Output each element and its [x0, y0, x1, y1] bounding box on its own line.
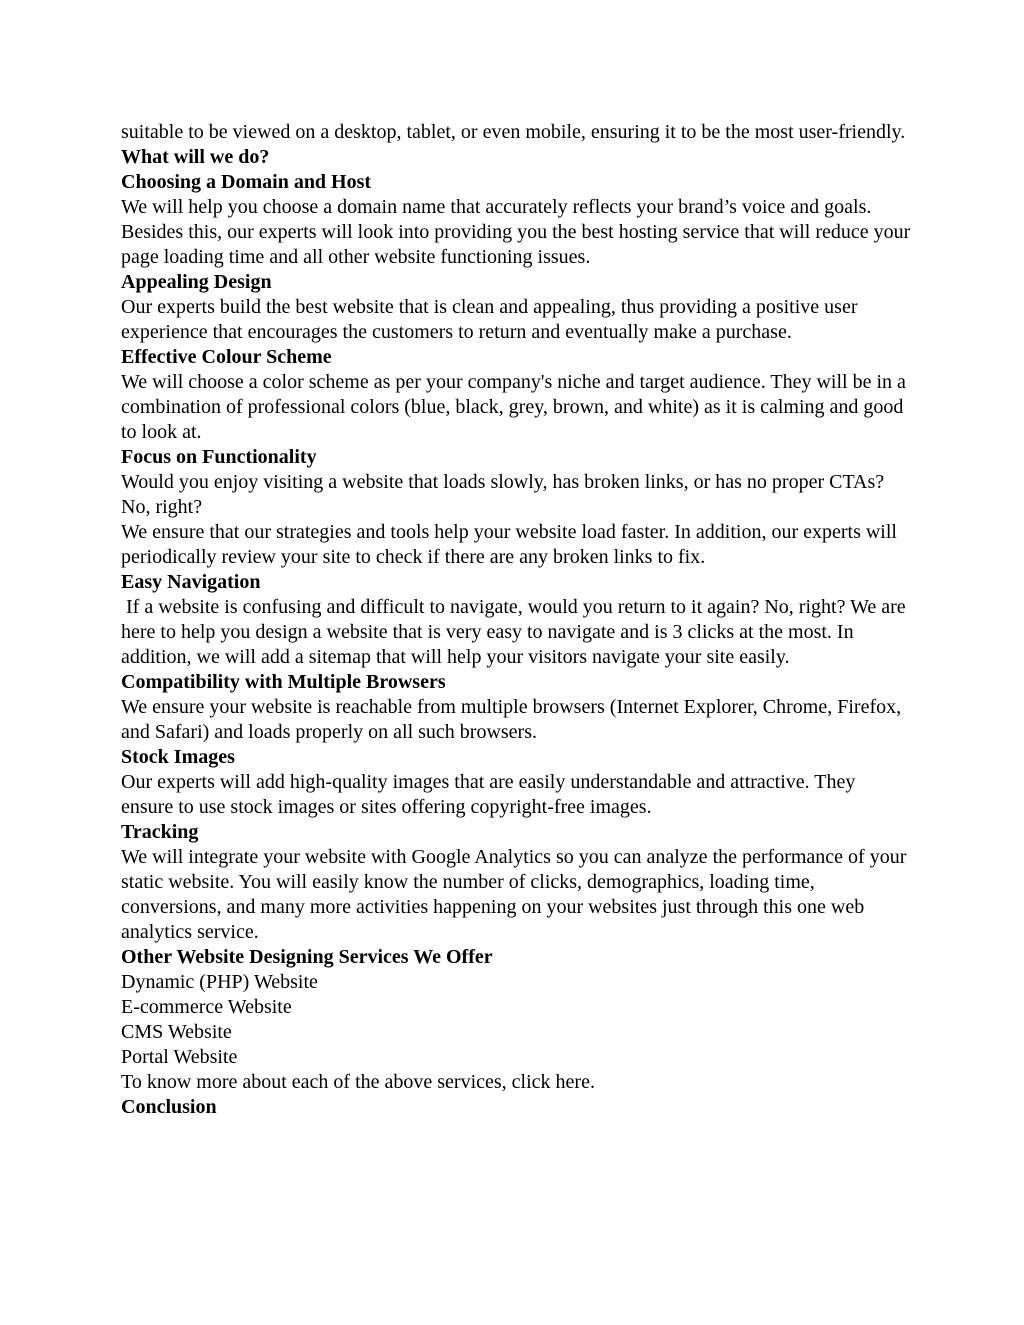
heading-other-services: Other Website Designing Services We Offer [121, 946, 493, 968]
paragraph-browser-compatibility: We ensure your website is reachable from multiple browsers (Internet Explorer, Chrome, Firefox, and Safari) and loads properly on all such browsers. [121, 696, 902, 743]
service-item-cms: CMS Website [121, 1021, 232, 1043]
heading-easy-navigation: Easy Navigation [121, 571, 261, 593]
paragraph-colour-scheme: We will choose a color scheme as per your company's niche and target audience. They will be in a combination of professional colors (blue, black, grey, brown, and white) as it is calming and good to look at. [121, 371, 906, 443]
heading-choosing-domain-host: Choosing a Domain and Host [121, 171, 372, 193]
paragraph-stock-images: Our experts will add high-quality images that are easily understandable and attractive. They ensure to use stock images or sites offering copyright-free images. [121, 771, 856, 818]
paragraph-domain-host: We will help you choose a domain name that accurately reflects your brand’s voice and goals. Besides this, our experts will look into providing you the best hosting service that will reduce your page loading time and all other website functioning issues. [121, 196, 911, 268]
paragraph-tracking: We will integrate your website with Google Analytics so you can analyze the performance of your static website. You will easily know the number of clicks, demographics, loading time, conversions, and many more activities happening on your websites just through this one web analytics service. [121, 846, 907, 943]
heading-functionality: Focus on Functionality [121, 446, 317, 468]
paragraph-easy-navigation: If a website is confusing and difficult to navigate, would you return to it again? No, right? We are here to help you design a website that is very easy to navigate and is 3 clicks at the most. In addition, we will add a sitemap that will help your visitors navigate your site easily. [121, 596, 911, 668]
heading-browser-compatibility: Compatibility with Multiple Browsers [121, 671, 446, 693]
heading-what-will-we-do: What will we do? [121, 146, 270, 168]
service-item-ecommerce: E-commerce Website [121, 996, 292, 1018]
heading-colour-scheme: Effective Colour Scheme [121, 346, 332, 368]
paragraph-appealing-design: Our experts build the best website that is clean and appealing, thus providing a positive user experience that encourages the customers to return and eventually make a purchase. [121, 296, 858, 343]
paragraph-functionality-answer: We ensure that our strategies and tools help your website load faster. In addition, our experts will periodically review your site to check if there are any broken links to fix. [121, 521, 897, 568]
service-item-dynamic: Dynamic (PHP) Website [121, 971, 318, 993]
heading-tracking: Tracking [121, 821, 199, 843]
intro-paragraph: suitable to be viewed on a desktop, tablet, or even mobile, ensuring it to be the most user-friendly. [121, 121, 906, 143]
paragraph-know-more: To know more about each of the above services, click here. [121, 1071, 595, 1093]
document-page [121, 120, 911, 1120]
service-item-portal: Portal Website [121, 1046, 238, 1068]
heading-conclusion: Conclusion [121, 1096, 217, 1118]
heading-stock-images: Stock Images [121, 746, 235, 768]
heading-appealing-design: Appealing Design [121, 271, 272, 293]
paragraph-functionality-question: Would you enjoy visiting a website that loads slowly, has broken links, or has no proper CTAs? No, right? [121, 471, 885, 518]
